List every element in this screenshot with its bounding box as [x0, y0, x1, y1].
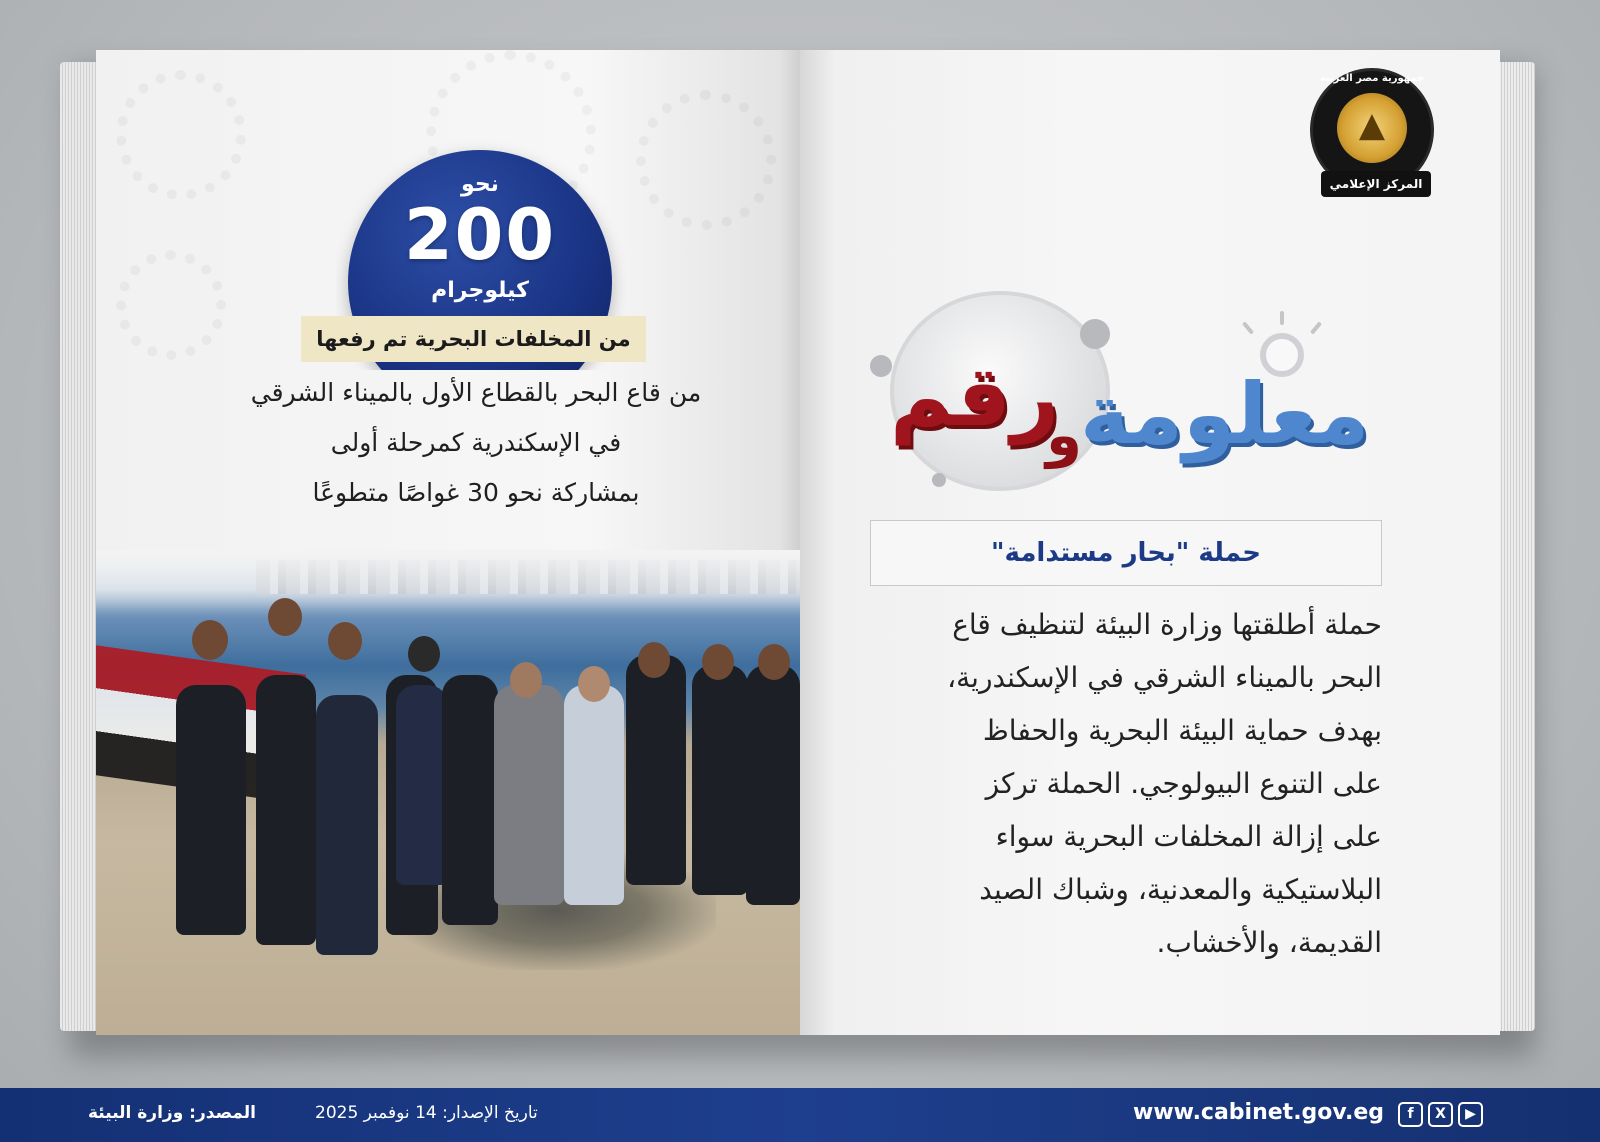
campaign-line: على إزالة المخلفات البحرية سواء: [995, 820, 1382, 853]
person: [746, 665, 800, 905]
website-link[interactable]: www.cabinet.gov.eg: [1133, 1100, 1384, 1125]
divers-group-photo: [96, 550, 800, 1035]
highlight-label: من المخلفات البحرية تم رفعها: [301, 316, 646, 362]
left-page: [96, 50, 800, 1035]
footer-bar: [0, 1088, 1600, 1142]
person-head: [192, 620, 228, 660]
bulb-ray: [1310, 321, 1322, 334]
brand-dot: [1080, 319, 1110, 349]
brand-word-and: و: [1046, 401, 1083, 469]
person-head: [758, 644, 790, 680]
person-head: [510, 662, 542, 698]
description-line: من قاع البحر بالقطاع الأول بالميناء الشرقي: [250, 378, 702, 407]
person-head: [408, 636, 440, 672]
person: [176, 685, 246, 935]
bulb-ray: [1280, 311, 1284, 325]
person: [442, 675, 498, 925]
person-head: [638, 642, 670, 678]
logo-ring-top-text: جمهورية مصر العربية: [1319, 73, 1425, 84]
open-book: [60, 50, 1535, 1045]
gear-decoration: [116, 70, 246, 200]
badge-number: 200: [403, 194, 557, 276]
photo-fade: [96, 550, 800, 610]
page-stack-left: [60, 62, 100, 1031]
gear-decoration: [636, 90, 776, 230]
description-line: بمشاركة نحو 30 غواصًا متطوعًا: [312, 478, 640, 507]
campaign-line: القديمة، والأخشاب.: [1156, 926, 1382, 959]
brand-dot: [870, 355, 892, 377]
badge-approx-text: نحو: [461, 172, 499, 197]
brand-word-info: معلومة: [1080, 365, 1370, 463]
brand-dot: [932, 473, 946, 487]
description: [156, 368, 796, 518]
right-page: [800, 50, 1500, 1035]
page-stack-right: [1495, 62, 1535, 1031]
bulb-ray: [1242, 321, 1254, 334]
eagle-icon: ▲: [1358, 105, 1386, 145]
youtube-icon[interactable]: ▶: [1458, 1102, 1483, 1127]
campaign-line: البحر بالميناء الشرقي في الإسكندرية،: [947, 661, 1382, 694]
facebook-icon[interactable]: f: [1398, 1102, 1423, 1127]
badge-unit: كيلوجرام: [431, 278, 529, 303]
person-head: [268, 598, 302, 636]
person-head: [578, 666, 610, 702]
logo-banner: المركز الإعلامي: [1321, 171, 1431, 197]
source-label: المصدر: وزارة البيئة: [88, 1103, 256, 1123]
logo-emblem: [1337, 93, 1407, 163]
person: [692, 665, 748, 895]
campaign-description: [870, 598, 1382, 969]
campaign-line: حملة أطلقتها وزارة البيئة لتنظيف قاع: [952, 608, 1382, 641]
description-line: في الإسكندرية كمرحلة أولى: [330, 428, 622, 457]
campaign-line: بهدف حماية البيئة البحرية والحفاظ: [982, 714, 1382, 747]
x-icon[interactable]: X: [1428, 1102, 1453, 1127]
person-head: [328, 622, 362, 660]
person: [626, 655, 686, 885]
campaign-line: البلاستيكية والمعدنية، وشباك الصيد: [979, 873, 1382, 906]
person: [256, 675, 316, 945]
issue-date: تاريخ الإصدار: 14 نوفمبر 2025: [315, 1103, 538, 1123]
person-head: [702, 644, 734, 680]
person: [316, 695, 378, 955]
person: [494, 685, 564, 905]
brand-word-number: رقم: [890, 347, 1060, 445]
person: [396, 685, 448, 885]
campaign-title: حملة "بحار مستدامة": [870, 520, 1382, 586]
brand-title: [870, 285, 1430, 495]
gear-decoration: [116, 250, 226, 360]
cabinet-media-center-logo: [1310, 68, 1434, 192]
campaign-line: على التنوع البيولوجي. الحملة تركز: [985, 767, 1382, 800]
person: [564, 685, 624, 905]
